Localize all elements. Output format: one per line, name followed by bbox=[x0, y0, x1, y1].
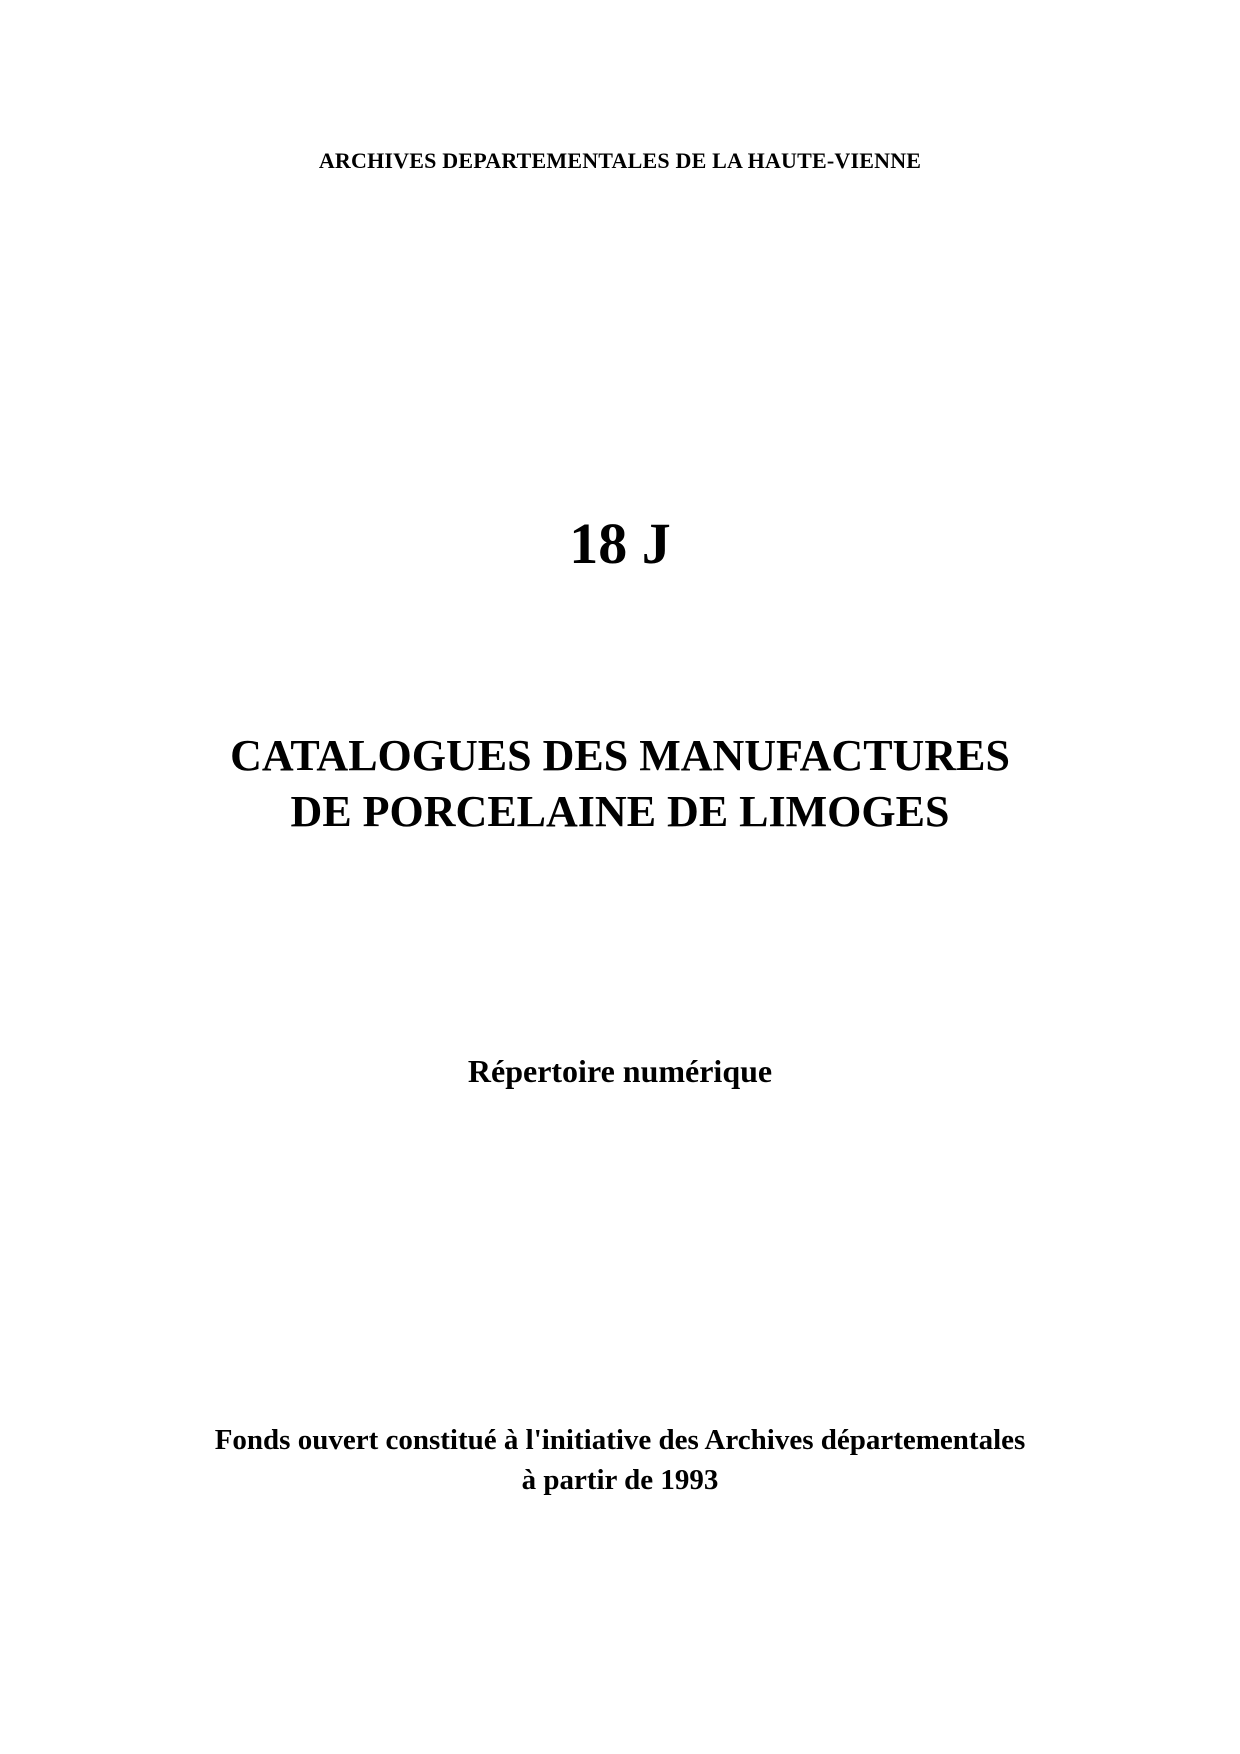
document-title bbox=[0, 728, 1240, 840]
note-line-2: à partir de 1993 bbox=[521, 1464, 719, 1496]
title-line-2: DE PORCELAINE DE LIMOGES bbox=[290, 787, 950, 836]
fonds-code: 18 J bbox=[569, 511, 671, 576]
institution-header: ARCHIVES DEPARTEMENTALES DE LA HAUTE-VIENNE bbox=[318, 148, 922, 173]
note-line-1: Fonds ouvert constitué à l'initiative des Archives départementales bbox=[214, 1424, 1026, 1456]
fonds-note bbox=[0, 1420, 1240, 1500]
document-subtitle: Répertoire numérique bbox=[467, 1053, 773, 1089]
title-line-1: CATALOGUES DES MANUFACTURES bbox=[230, 731, 1010, 780]
